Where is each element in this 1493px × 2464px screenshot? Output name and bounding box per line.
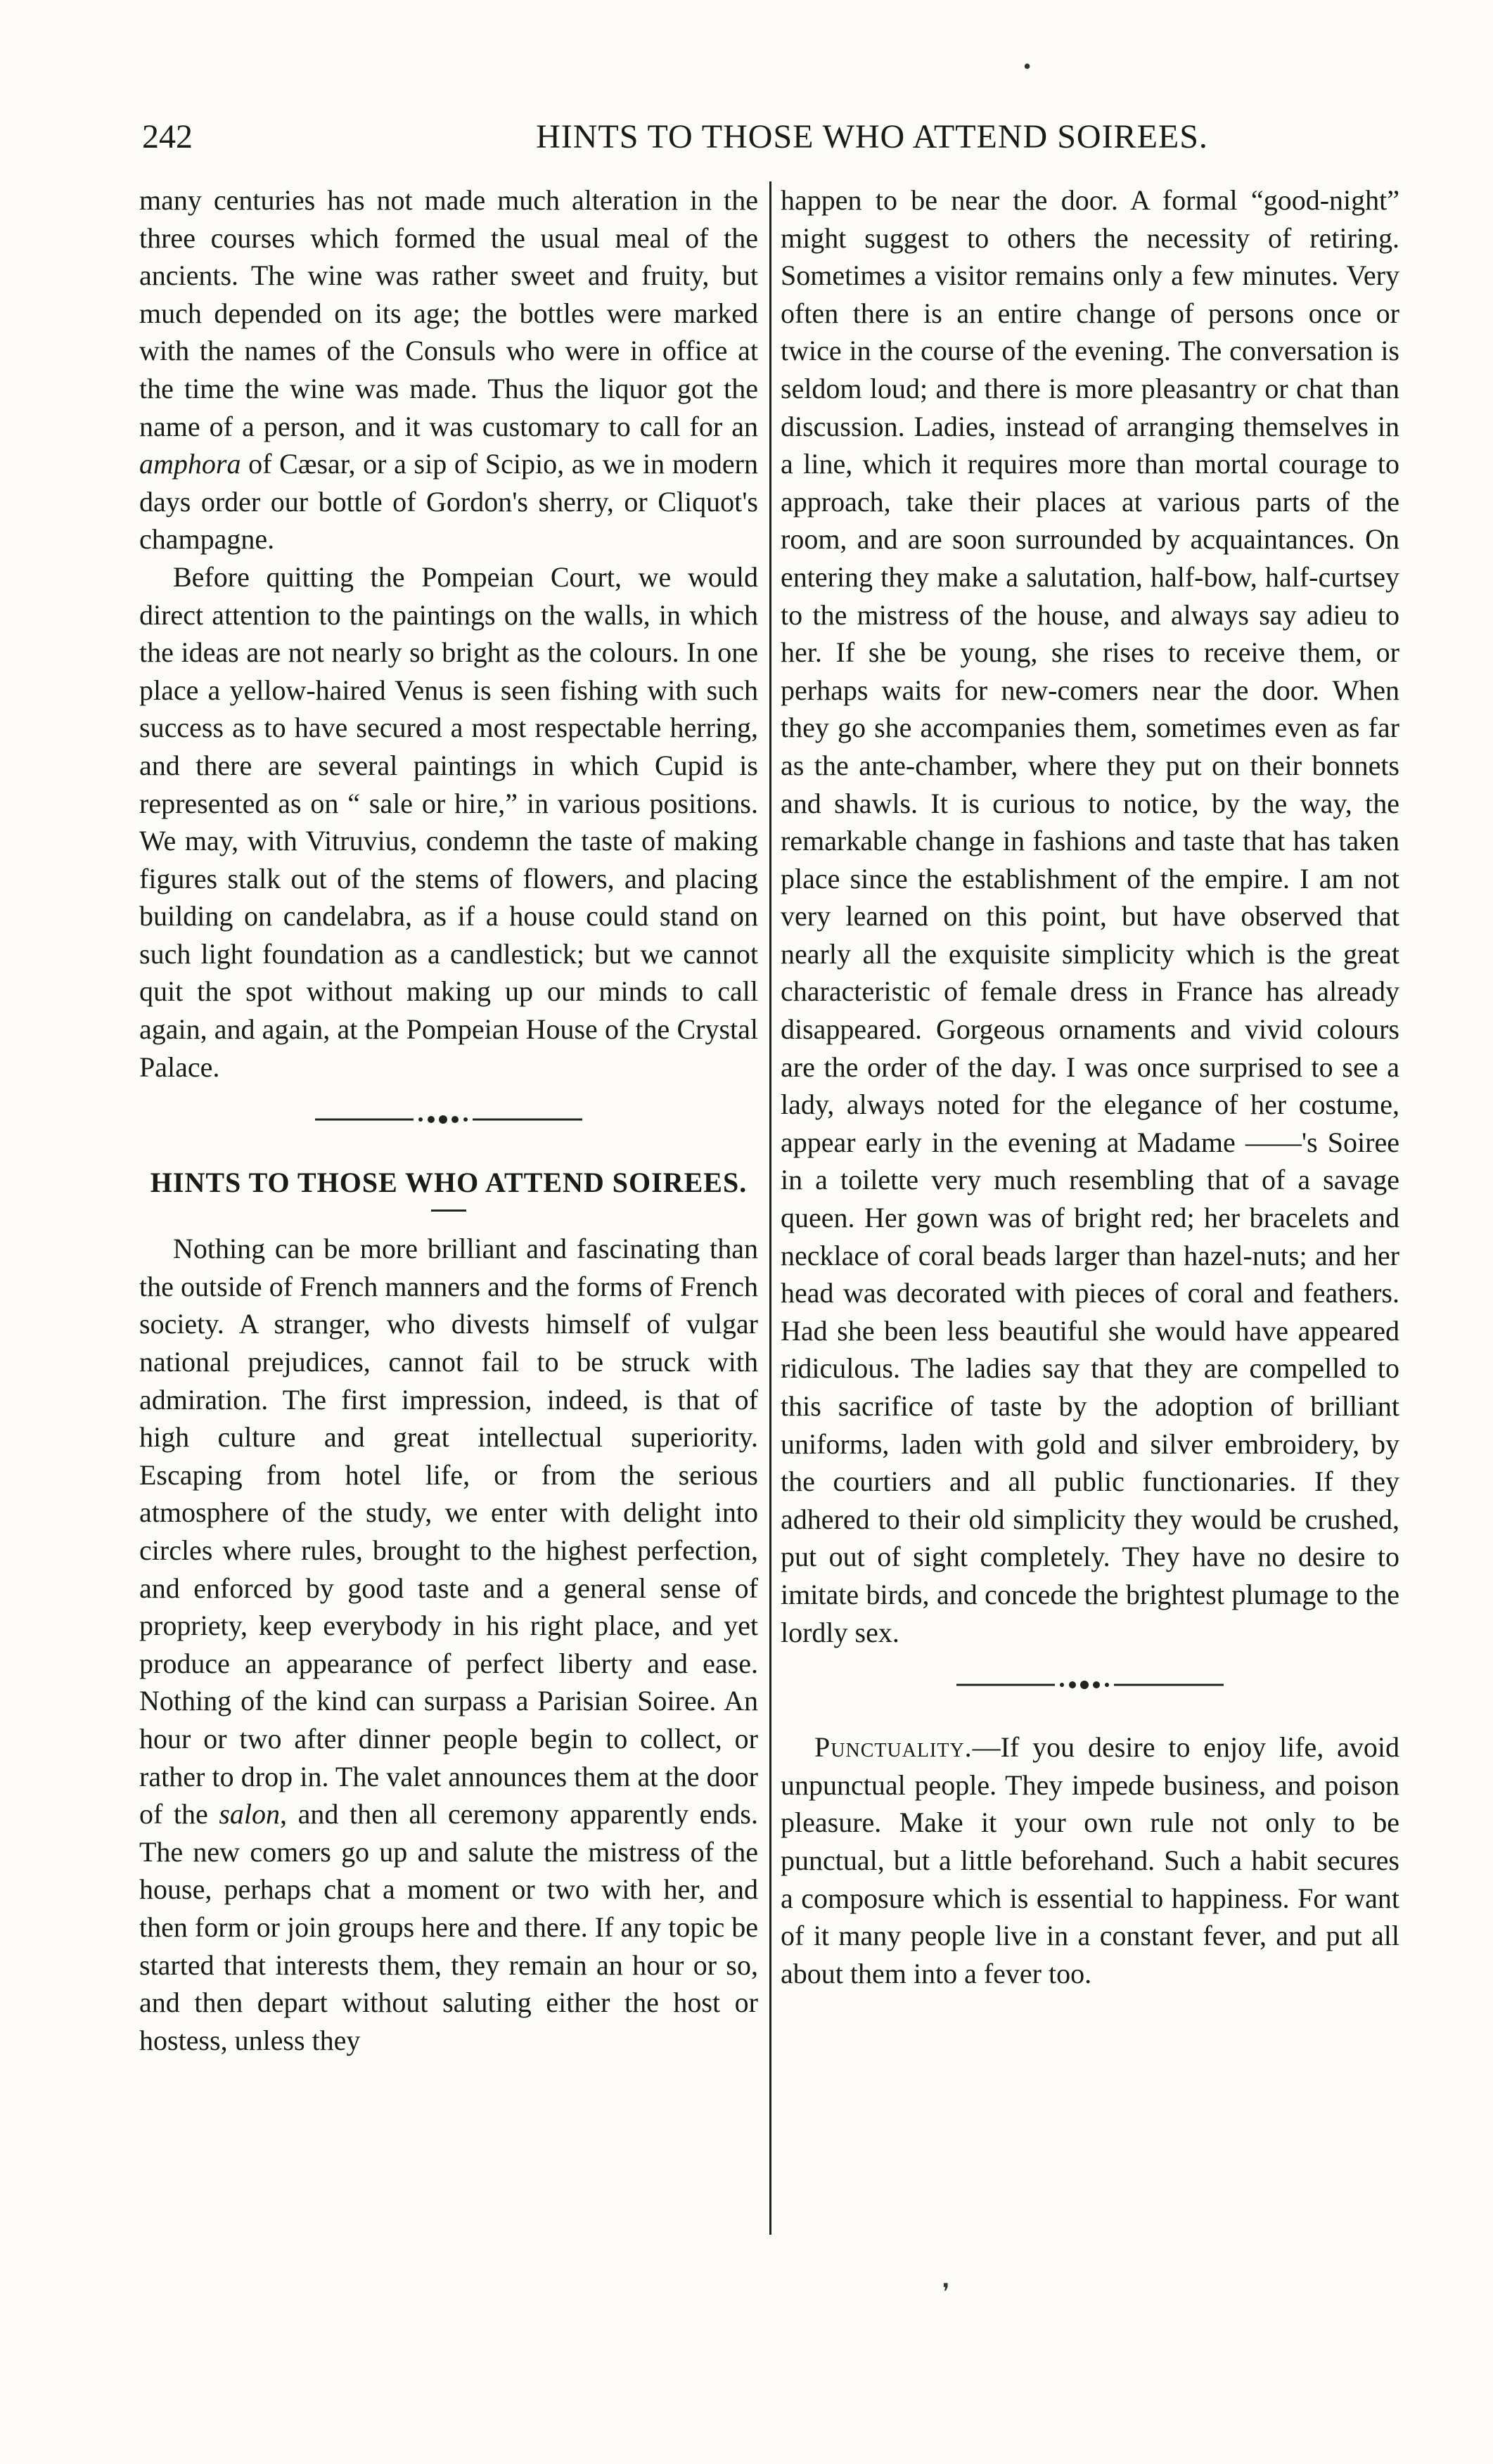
speck-mark: • bbox=[1023, 53, 1032, 79]
page-number: 242 bbox=[142, 118, 193, 155]
italic-word: amphora bbox=[139, 448, 241, 480]
paragraph-roman-banquet: many centuries has not made much alteration in the three courses which formed the usual meal of the ancients. The wine was rather sweet and fruity, but much depended on its age; the bottles were marked with the names of the Consuls who were in office at the time the wine was made. Thus the liquor got the name of a person, and it was customary to call for an amphora of Cæsar, or a sip of Scipio, as we in modern days order our bottle of Gordon's sherry, or Cliquot's champagne. bbox=[139, 184, 758, 556]
paragraph-soirees: Nothing can be more brilliant and fascinating than the outside of French manners and the forms of French society. A stranger, who divests himself of vulgar national prejudices, cannot fail to be struck with admiration. The first impression, indeed, is that of high culture and great intellectual superiority. Escaping from hotel life, or from the serious atmosphere of the study, we enter with delight into circles where rules, brought to the highest perfection, and enforced by good taste and a general sense of propriety, keep everybody in his right place, and yet produce an appearance of perfect liberty and ease. Nothing of the kind can surpass a Parisian Soiree. An hour or two after dinner people begin to collect, or rather to drop in. The valet announces them at the door of the salon, and then all ceremony apparently ends. The new comers go up and salute the mistress of the house, perhaps chat a moment or two with her, and then form or join groups here and there. If any topic be started that interests them, they remain an hour or so, and then depart without saluting either the host or hostess, unless they bbox=[139, 1233, 758, 2056]
running-head bbox=[134, 113, 1385, 162]
divider-ornament-icon bbox=[315, 1114, 582, 1125]
paragraph-pompeian-court: Before quitting the Pompeian Court, we would direct attention to the paintings on the walls, in which the ideas are not nearly so bright as the colours. In one place a yellow-haired Venus is seen fishing with such success as to have secured a most respectable herring, and there are several paintings in which Cupid is represented as on “ sale or hire,” in various positions. We may, with Vitruvius, condemn the taste of making figures stalk out of the stems of flowers, and placing building on candelabra, as if a house could stand on such light foundation as a candlestick; but we cannot quit the spot without making up our minds to call again, and again, at the Pompeian House of the Crystal Palace. bbox=[139, 560, 758, 1083]
speck-mark: ❜ bbox=[942, 2279, 950, 2304]
right-column bbox=[781, 181, 1399, 1992]
run-in-heading: Punctuality. bbox=[814, 1731, 973, 1764]
divider-ornament-icon bbox=[956, 1679, 1224, 1690]
running-title: HINTS TO THOSE WHO ATTEND SOIREES. bbox=[536, 118, 1208, 155]
paragraph-punctuality: Punctuality.—If you desire to enjoy life, avoid unpunctual people. They impede business, and poison pleasure. Make it your own rule not only to be punctual, but a little beforehand. Such a habit secures a composure which is essential to happiness. For want of it many people live in a constant fever, and put all about them into a fever too. bbox=[781, 1731, 1399, 1989]
heading-rule bbox=[431, 1209, 466, 1212]
section-heading: HINTS TO THOSE WHO ATTEND SOIREES. bbox=[150, 1167, 748, 1199]
left-column bbox=[139, 181, 758, 2059]
column-rule bbox=[769, 181, 771, 2235]
paragraph-soirees-continued: happen to be near the door. A formal “good-night” might suggest to others the necessity of retiring. Sometimes a visitor remains only a few minutes. Very often there is an entire change of persons once or twice in the course of the evening. The conversation is seldom loud; and there is more pleasantry or chat than discussion. Ladies, instead of arranging themselves in a line, which it requires more than mortal courage to approach, take their places at various parts of the room, and are soon surrounded by acquaintances. On entering they make a salutation, half-bow, half-curtsey to the mistress of the house, and always say adieu to her. If she be young, she rises to receive them, or perhaps waits for new-comers near the door. When they go she accompanies them, sometimes even as far as the ante-chamber, where they put on their bonnets and shawls. It is curious to notice, by the way, the remarkable change in fashions and taste that has taken place since the establishment of the empire. I am not very learned on this point, but have observed that nearly all the exquisite simplicity which is the great characteristic of female dress in France has already disappeared. Gorgeous ornaments and vivid colours are the order of the day. I was once surprised to see a lady, always noted for the elegance of her costume, appear early in the evening at Madame ——'s Soiree in a toilette very much resembling that of a savage queen. Her gown was of bright red; her bracelets and necklace of coral beads larger than hazel-nuts; and her head was decorated with pieces of coral and feathers. Had she been less beautiful she would have appeared ridiculous. The ladies say that they are compelled to this sacrifice of taste by the adoption of brilliant uniforms, laden with gold and silver embroidery, by the courtiers and all public functionaries. If they adhered to their old simplicity they would be crushed, put out of sight completely. They have no desire to imitate birds, and concede the brightest plumage to the lordly sex. bbox=[781, 184, 1399, 1648]
section-divider-ornament bbox=[781, 1651, 1399, 1728]
section-divider-ornament bbox=[139, 1086, 758, 1163]
italic-word: salon bbox=[219, 1798, 281, 1830]
